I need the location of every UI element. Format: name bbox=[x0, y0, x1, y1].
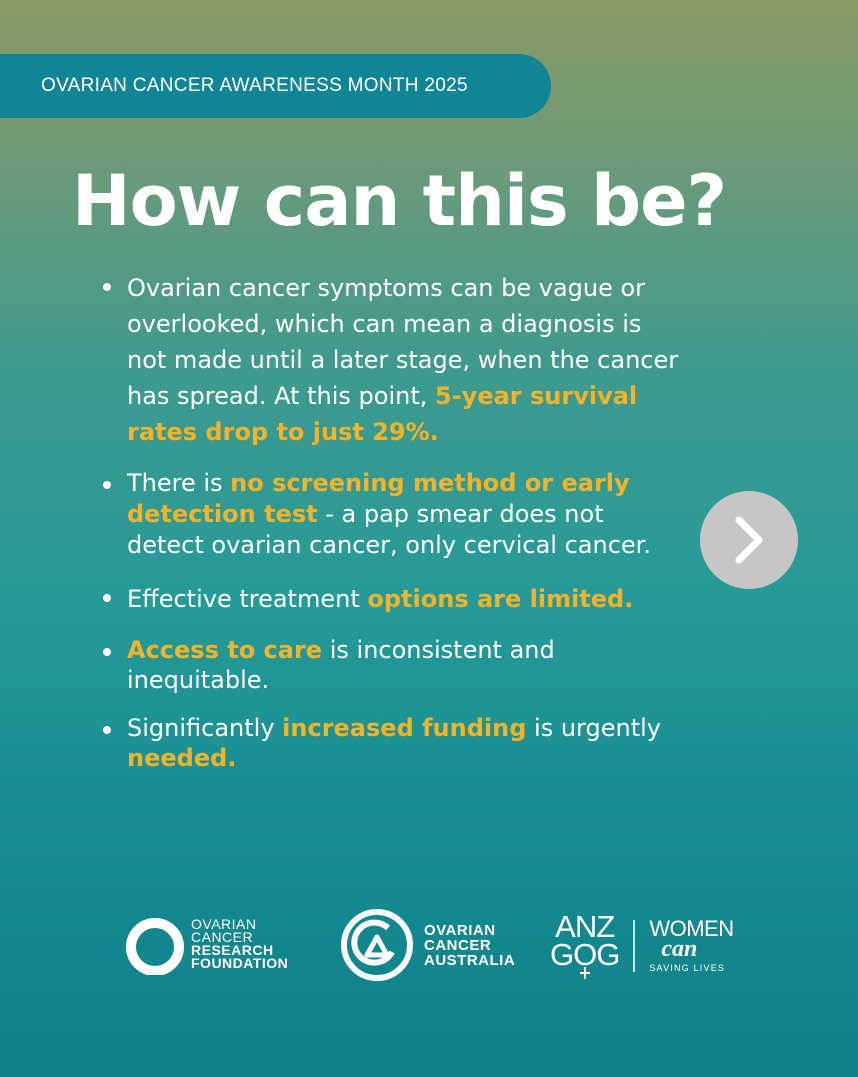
oca-emblem-icon bbox=[340, 908, 414, 982]
highlight-text: increased funding bbox=[282, 714, 527, 742]
bullet-icon bbox=[103, 648, 111, 656]
women-can-logo: WOMEN can SAVING LIVES bbox=[649, 916, 734, 973]
ocrf-logo: OVARIAN CANCER RESEARCH FOUNDATION bbox=[124, 913, 288, 975]
ocrf-ring-icon bbox=[124, 913, 186, 975]
next-slide-button[interactable] bbox=[700, 491, 798, 589]
partner-logos bbox=[0, 905, 858, 995]
chevron-right-icon bbox=[727, 513, 771, 567]
bullet-icon bbox=[103, 283, 111, 291]
fact-list bbox=[100, 270, 680, 773]
anzgog-women-can-logo bbox=[550, 909, 734, 979]
highlight-text: needed. bbox=[127, 744, 237, 772]
list-item: There is no screening method or early detection test - a pap smear does not detect ovarian cancer, only cervical cancer. bbox=[100, 468, 680, 561]
anzgog-mark: ANZ GOG bbox=[550, 913, 619, 979]
list-item: Ovarian cancer symptoms can be vague or overlooked, which can mean a diagnosis is not made until a later stage, when the cancer has spread. At this point, 5-year survival rates drop to just 29%. bbox=[100, 270, 680, 450]
list-item: Access to care is inconsistent and inequitable. bbox=[100, 635, 680, 695]
banner-text: OVARIAN CANCER AWARENESS MONTH 2025 bbox=[41, 75, 468, 96]
highlight-text: 5-year survival rates drop to just 29%. bbox=[127, 382, 638, 446]
list-item: Effective treatment options are limited. bbox=[100, 581, 680, 617]
page-title: How can this be? bbox=[72, 160, 727, 242]
bullet-icon bbox=[103, 594, 111, 602]
logo-divider bbox=[633, 920, 635, 972]
highlight-text: options are limited. bbox=[367, 585, 634, 613]
bullet-icon bbox=[103, 481, 111, 489]
oca-logo: OVARIAN CANCER AUSTRALIA bbox=[340, 908, 515, 982]
highlight-text: Access to care bbox=[127, 636, 323, 664]
highlight-text: no screening method or early detection test bbox=[127, 469, 630, 528]
campaign-banner bbox=[0, 54, 551, 118]
list-item: Significantly increased funding is urgently needed. bbox=[100, 713, 680, 773]
bullet-icon bbox=[103, 726, 111, 734]
